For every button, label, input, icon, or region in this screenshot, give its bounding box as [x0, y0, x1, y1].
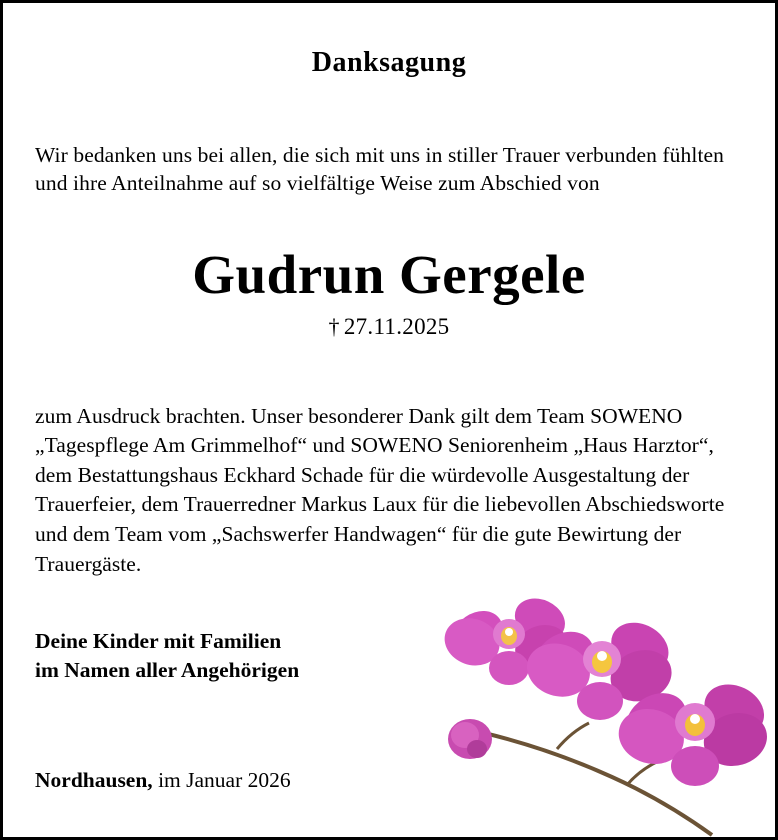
- publication-date: im Januar 2026: [152, 768, 291, 792]
- signature-line-1: Deine Kinder mit Familien: [35, 629, 282, 654]
- intro-paragraph: Wir bedanken uns bei allen, die sich mit uns in stiller Trauer verbunden fühlten und ihre Anteilnahme auf so vielfältige Weise zum Abschied von: [35, 143, 725, 196]
- place-name: Nordhausen,: [35, 768, 153, 792]
- place-date-line: [35, 768, 291, 793]
- page-title: Danksagung: [311, 47, 467, 78]
- signature-line-2: im Namen aller Angehörigen: [35, 658, 300, 683]
- deceased-name-block: [35, 243, 743, 340]
- death-date-line: [35, 314, 743, 340]
- thanks-body-paragraph: zum Ausdruck brachten. Unser besonderer Dank gilt dem Team SOWENO „Tagespflege Am Grimmelhof“ und SOWENO Seniorenheim „Haus Harztor“, dem Bestattungshaus Eckhard Schade für die würdevolle Ausgestaltung der Trauerfeier, dem Trauerredner Markus Laux für die liebevollen Abschiedsworte und dem Team vom „Sachswerfer Handwagen“ für die gute Bewirtung der Trauergäste.: [35, 403, 725, 576]
- cross-icon: †: [328, 313, 340, 339]
- deceased-name: Gudrun Gergele: [192, 243, 586, 305]
- orchid-flowers-icon: [437, 577, 767, 837]
- signature-block: [35, 627, 743, 685]
- death-date: 27.11.2025: [343, 313, 450, 339]
